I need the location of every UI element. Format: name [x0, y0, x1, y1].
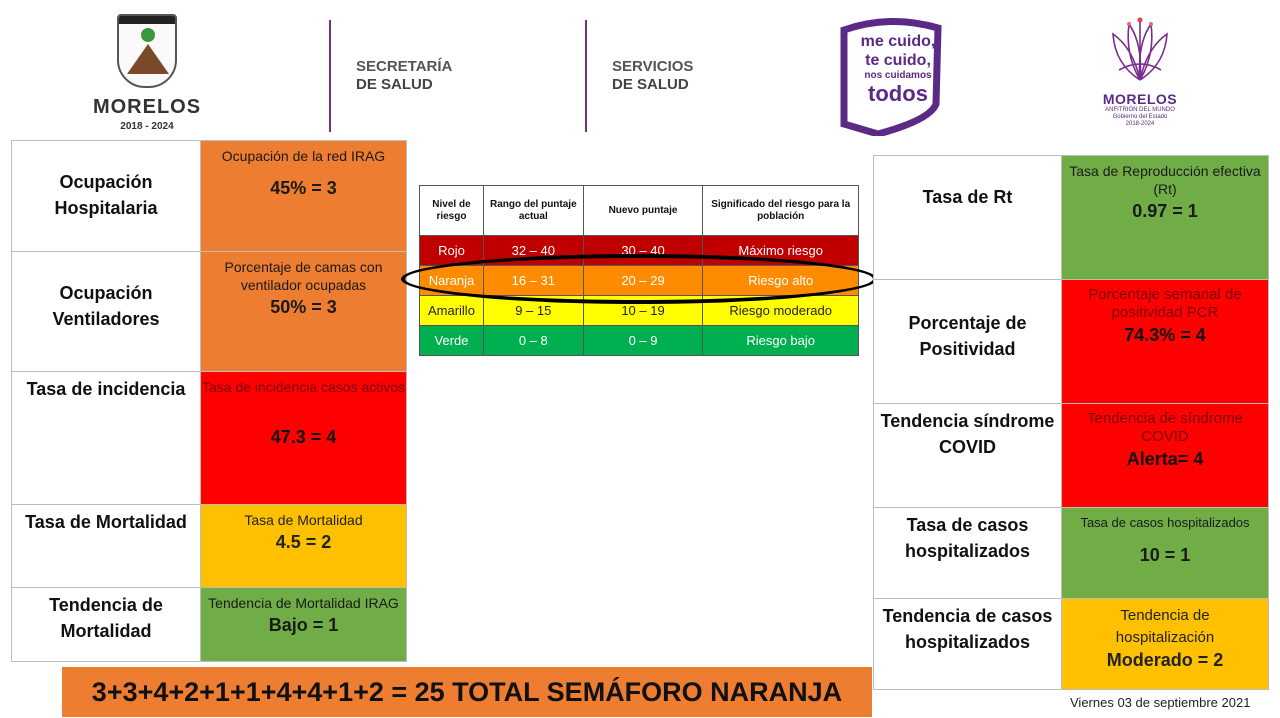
badge-line1: me cuido,: [860, 33, 936, 50]
legend-level: Naranja: [420, 266, 484, 296]
highlight-ellipse: [401, 254, 877, 304]
legend-meaning: Máximo riesgo: [703, 236, 859, 266]
legend-row-verde: [420, 326, 859, 356]
morelos-logo-word: MORELOS: [92, 96, 202, 118]
left-indicators-table: [11, 140, 407, 662]
indicator-row: [874, 280, 1269, 404]
legend-meaning: Riesgo alto: [703, 266, 859, 296]
indicator-score: 47.3 = 4: [270, 427, 337, 447]
gobierno-logo-word: MORELOS: [1102, 91, 1178, 107]
indicator-value: [201, 505, 407, 588]
badge-line4: todos: [868, 81, 928, 106]
gobierno-logo-sub3: 2018-2024: [1125, 121, 1155, 127]
legend-meaning: Riesgo bajo: [703, 326, 859, 356]
indicator-title: Porcentaje semanal de positividad PCR: [1088, 286, 1242, 321]
indicator-value: [201, 141, 407, 252]
legend-header: Nuevo puntaje: [583, 186, 703, 236]
indicator-label: Porcentaje de Positividad: [874, 280, 1062, 404]
indicator-title: Tasa de casos hospitalizados: [1080, 515, 1250, 530]
header-divider: [585, 20, 587, 132]
secretaria-de-salud-label: SECRETARÍA DE SALUD: [356, 58, 453, 93]
indicator-row: [874, 599, 1269, 690]
indicator-row: [12, 252, 407, 372]
legend-level: Rojo: [420, 236, 484, 266]
morelos-seal-icon: [117, 14, 177, 88]
morelos-logo-years: 2018 - 2024: [120, 121, 174, 132]
indicator-value: [201, 588, 407, 662]
badge-line3: nos cuidamos: [864, 70, 932, 81]
indicator-label: Ocupación Hospitalaria: [12, 141, 201, 252]
legend-header-row: [420, 186, 859, 236]
indicator-value: [1062, 280, 1269, 404]
indicator-label: Tasa de casos hospitalizados: [874, 508, 1062, 599]
me-cuido-badge: [838, 16, 944, 136]
legend-header: Nivel de riesgo: [420, 186, 484, 236]
indicator-title: Ocupación de la red IRAG: [221, 148, 386, 164]
indicator-row: [874, 156, 1269, 280]
legend-new-score: 20 – 29: [583, 266, 703, 296]
legend-new-score: 30 – 40: [583, 236, 703, 266]
indicator-title: Tasa de Mortalidad: [244, 512, 363, 528]
legend-header: Significado del riesgo para la población: [703, 186, 859, 236]
legend-range: 32 – 40: [483, 236, 583, 266]
indicator-score: 74.3% = 4: [1124, 325, 1206, 345]
indicator-label: Tendencia de casos hospitalizados: [874, 599, 1062, 690]
indicator-label: Ocupación Ventiladores: [12, 252, 201, 372]
indicator-title: Porcentaje de camas con ventilador ocupadas: [224, 259, 383, 293]
indicator-value: [1062, 156, 1269, 280]
report-date: Viernes 03 de septiembre 2021: [1070, 695, 1251, 710]
indicator-label: Tasa de Rt: [874, 156, 1062, 280]
legend-meaning: Riesgo moderado: [703, 296, 859, 326]
indicator-row: [874, 404, 1269, 508]
indicator-value: [1062, 508, 1269, 599]
indicator-score: Moderado = 2: [1106, 650, 1224, 670]
right-indicators-table: [873, 155, 1269, 690]
gobierno-morelos-logo: [1088, 14, 1192, 138]
total-score-banner: 3+3+4+2+1+1+4+4+1+2 = 25 TOTAL SEMÁFORO NARANJA: [62, 667, 872, 717]
indicator-row: [12, 505, 407, 588]
indicator-title: Tasa de Reproducción efectiva (Rt): [1069, 163, 1261, 197]
indicator-label: Tasa de incidencia: [12, 372, 201, 505]
legend-range: 16 – 31: [483, 266, 583, 296]
legend-range: 9 – 15: [483, 296, 583, 326]
indicator-title: Tendencia de síndrome COVID: [1087, 410, 1243, 445]
indicator-score: 4.5 = 2: [275, 532, 332, 552]
indicator-score: Alerta= 4: [1126, 449, 1204, 469]
legend-range: 0 – 8: [483, 326, 583, 356]
indicator-title: Tendencia de Mortalidad IRAG: [208, 595, 399, 611]
indicator-score: 0.97 = 1: [1132, 201, 1198, 221]
indicator-row: [874, 508, 1269, 599]
indicator-row: [12, 372, 407, 505]
header-divider: [329, 20, 331, 132]
badge-line2: te cuido,: [865, 52, 931, 69]
legend-header: Rango del puntaje actual: [483, 186, 583, 236]
gobierno-logo-sub1: ANFITRIÓN DEL MUNDO: [1105, 107, 1175, 113]
indicator-value: [1062, 599, 1269, 690]
morelos-state-logo: [92, 14, 202, 136]
indicator-score: Bajo = 1: [268, 615, 339, 635]
indicator-score: 10 = 1: [1139, 545, 1191, 565]
indicator-row: [12, 141, 407, 252]
legend-level: Amarillo: [420, 296, 484, 326]
indicator-score: 45% = 3: [270, 178, 337, 198]
servicios-de-salud-label: SERVICIOS DE SALUD: [612, 58, 694, 93]
flower-logo-icon: [1105, 14, 1175, 84]
legend-level: Verde: [420, 326, 484, 356]
indicator-title: Tasa de incidencia casos activos: [201, 379, 406, 395]
legend-new-score: 0 – 9: [583, 326, 703, 356]
indicator-label: Tendencia síndrome COVID: [874, 404, 1062, 508]
indicator-value: [201, 372, 407, 505]
indicator-score: 50% = 3: [270, 297, 337, 317]
indicator-label: Tendencia de Mortalidad: [12, 588, 201, 662]
indicator-title: Tendencia de hospitalización: [1115, 607, 1215, 646]
indicator-row: [12, 588, 407, 662]
indicator-label: Tasa de Mortalidad: [12, 505, 201, 588]
gobierno-logo-sub2: Gobierno del Estado: [1112, 114, 1168, 120]
indicator-value: [201, 252, 407, 372]
indicator-value: [1062, 404, 1269, 508]
legend-new-score: 10 – 19: [583, 296, 703, 326]
